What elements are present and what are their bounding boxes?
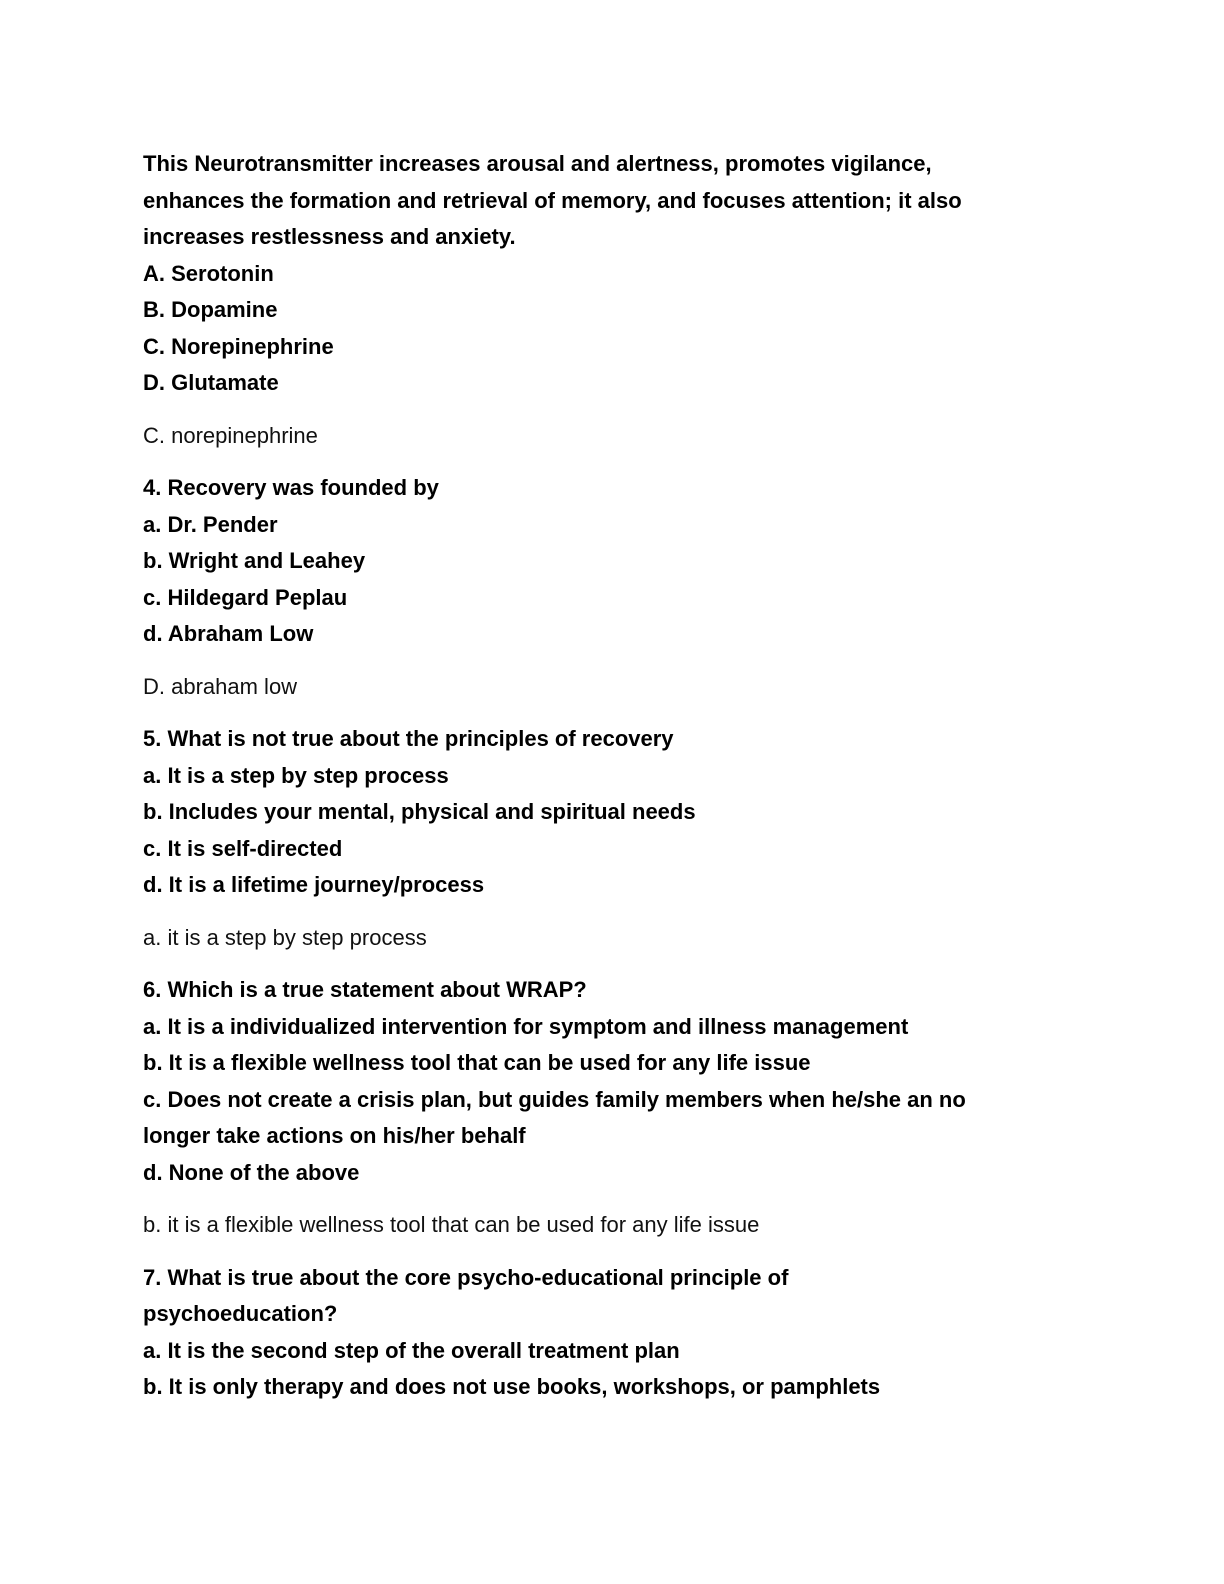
- question-6: [143, 972, 1073, 1244]
- question-text-line: enhances the formation and retrieval of memory, and focuses attention; it also: [143, 187, 962, 213]
- question-text-line: This Neurotransmitter increases arousal and alertness, promotes vigilance,: [143, 151, 932, 176]
- option-b: b. Includes your mental, physical and spiritual needs: [143, 799, 696, 824]
- answer-text: D. abraham low: [143, 673, 298, 699]
- option-a: a. It is a step by step process: [143, 762, 449, 788]
- answer-text: b. it is a flexible wellness tool that can be used for any life issue: [143, 1212, 760, 1237]
- option-d: D. Glutamate: [143, 370, 279, 395]
- question-7: [143, 1260, 1073, 1406]
- question-text-line: psychoeducation?: [143, 1301, 338, 1326]
- option-c: C. Norepinephrine: [143, 333, 334, 359]
- question-neurotransmitter: [143, 146, 1073, 454]
- answer-text: a. it is a step by step process: [143, 924, 427, 950]
- option-d: d. It is a lifetime journey/process: [143, 872, 485, 897]
- option-d: d. Abraham Low: [143, 621, 314, 646]
- option-a: A. Serotonin: [143, 260, 274, 286]
- option-c-continued: longer take actions on his/her behalf: [143, 1123, 526, 1148]
- option-c: c. It is self-directed: [143, 835, 343, 861]
- question-text-line: 6. Which is a true statement about WRAP?: [143, 977, 587, 1002]
- question-text-line: 7. What is true about the core psycho-educational principle of: [143, 1264, 789, 1290]
- document-page: [143, 146, 1073, 1406]
- option-d: d. None of the above: [143, 1159, 360, 1185]
- option-a: a. It is the second step of the overall treatment plan: [143, 1337, 680, 1363]
- question-text-line: 4. Recovery was founded by: [143, 475, 439, 500]
- option-b: b. Wright and Leahey: [143, 548, 366, 573]
- question-4: [143, 470, 1073, 705]
- option-c: c. Hildegard Peplau: [143, 584, 348, 610]
- question-5: [143, 721, 1073, 956]
- option-b: b. It is only therapy and does not use books, workshops, or pamphlets: [143, 1374, 881, 1399]
- option-a: a. Dr. Pender: [143, 511, 278, 537]
- question-text-line: 5. What is not true about the principles of recovery: [143, 726, 674, 751]
- option-b: B. Dopamine: [143, 297, 278, 322]
- answer-text: C. norepinephrine: [143, 422, 318, 448]
- option-c: c. Does not create a crisis plan, but guides family members when he/she an no: [143, 1086, 966, 1112]
- option-b: b. It is a flexible wellness tool that can be used for any life issue: [143, 1050, 811, 1075]
- option-a: a. It is a individualized intervention for symptom and illness management: [143, 1013, 909, 1039]
- question-text-line: increases restlessness and anxiety.: [143, 224, 516, 249]
